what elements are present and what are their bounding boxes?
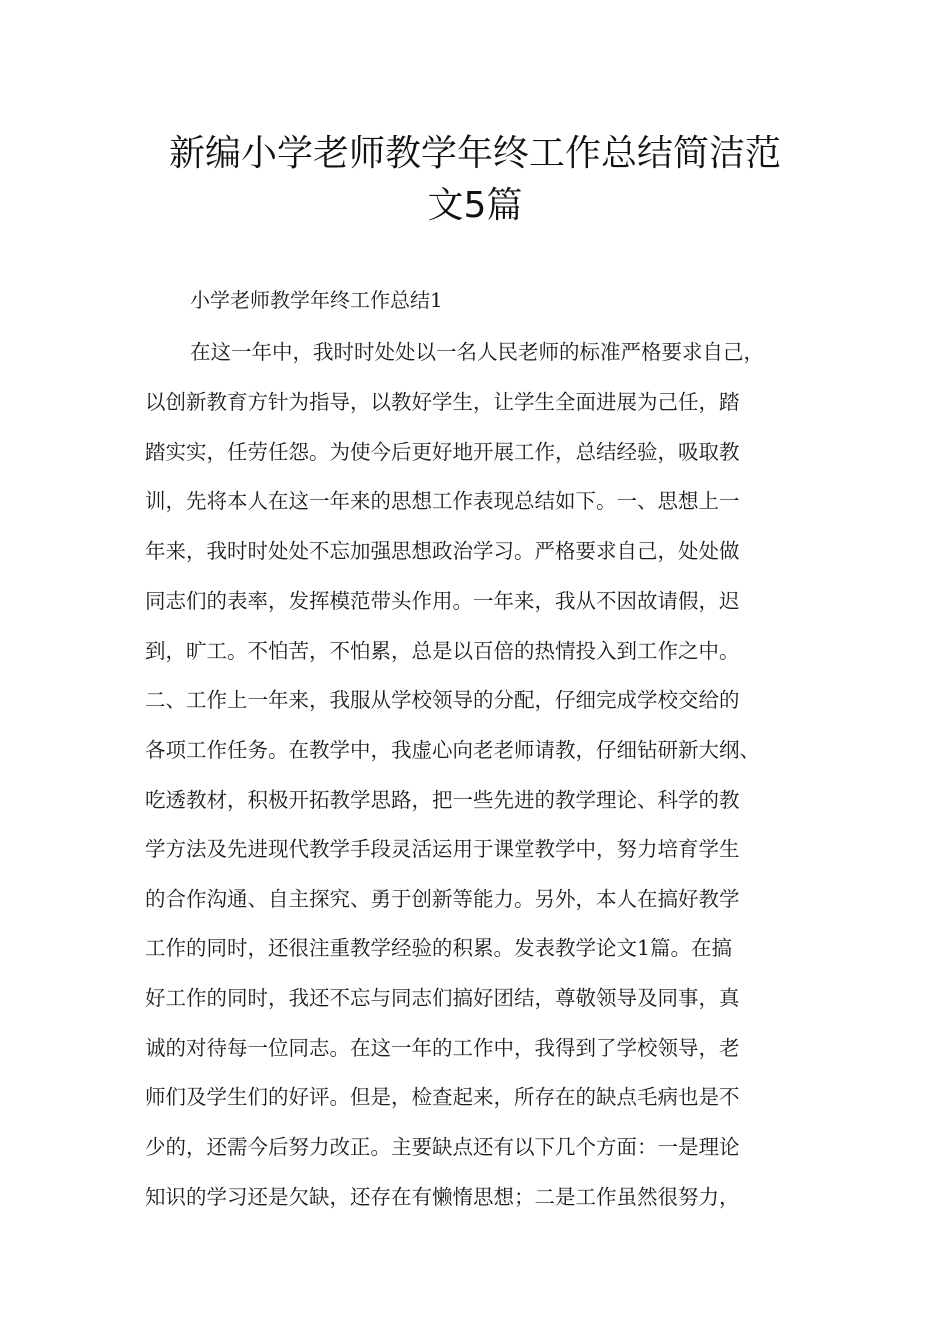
body-line: 训，先将本人在这一年来的思想工作表现总结如下。一、思想上一 [145,489,740,513]
body-line: 到，旷工。不怕苦，不怕累，总是以百倍的热情投入到工作之中。 [145,639,740,663]
body-line: 工作的同时，还很注重教学经验的积累。发表教学论文1篇。在搞 [145,936,733,960]
body-line: 诚的对待每一位同志。在这一年的工作中，我得到了学校领导，老 [145,1036,740,1060]
body-line: 少的，还需今后努力改正。主要缺点还有以下几个方面：一是理论 [145,1135,740,1159]
body-line: 知识的学习还是欠缺，还存在有懒惰思想；二是工作虽然很努力， [145,1185,740,1209]
body-line: 各项工作任务。在教学中，我虚心向老老师请教，仔细钻研新大纲、 [145,738,760,762]
body-line: 好工作的同时，我还不忘与同志们搞好团结，尊敬领导及同事，真 [145,986,740,1010]
body-line: 吃透教材，积极开拓教学思路，把一些先进的教学理论、科学的教 [145,788,740,812]
document-title-line-1: 新编小学老师教学年终工作总结简洁范 [168,133,781,174]
document-title-line-2: 文5篇 [427,185,523,226]
body-line: 同志们的表率，发挥模范带头作用。一年来，我从不因故请假，迟 [145,589,740,613]
body-line: 二、工作上一年来，我服从学校领导的分配，仔细完成学校交给的 [145,688,740,712]
body-line: 以创新教育方针为指导，以教好学生，让学生全面进展为己任，踏 [145,390,740,414]
body-line: 学方法及先进现代教学手段灵活运用于课堂教学中，努力培育学生 [145,837,740,861]
body-line: 踏实实，任劳任怨。为使今后更好地开展工作，总结经验，吸取教 [145,440,740,464]
body-line: 师们及学生们的好评。但是，检查起来，所存在的缺点毛病也是不 [145,1085,740,1109]
body-line: 在这一年中，我时时处处以一名人民老师的标准严格要求自己， [190,340,764,364]
section-heading: 小学老师教学年终工作总结1 [190,288,443,312]
body-line: 的合作沟通、自主探究、勇于创新等能力。另外，本人在搞好教学 [145,887,740,911]
body-line: 年来，我时时处处不忘加强思想政治学习。严格要求自己，处处做 [145,539,740,563]
